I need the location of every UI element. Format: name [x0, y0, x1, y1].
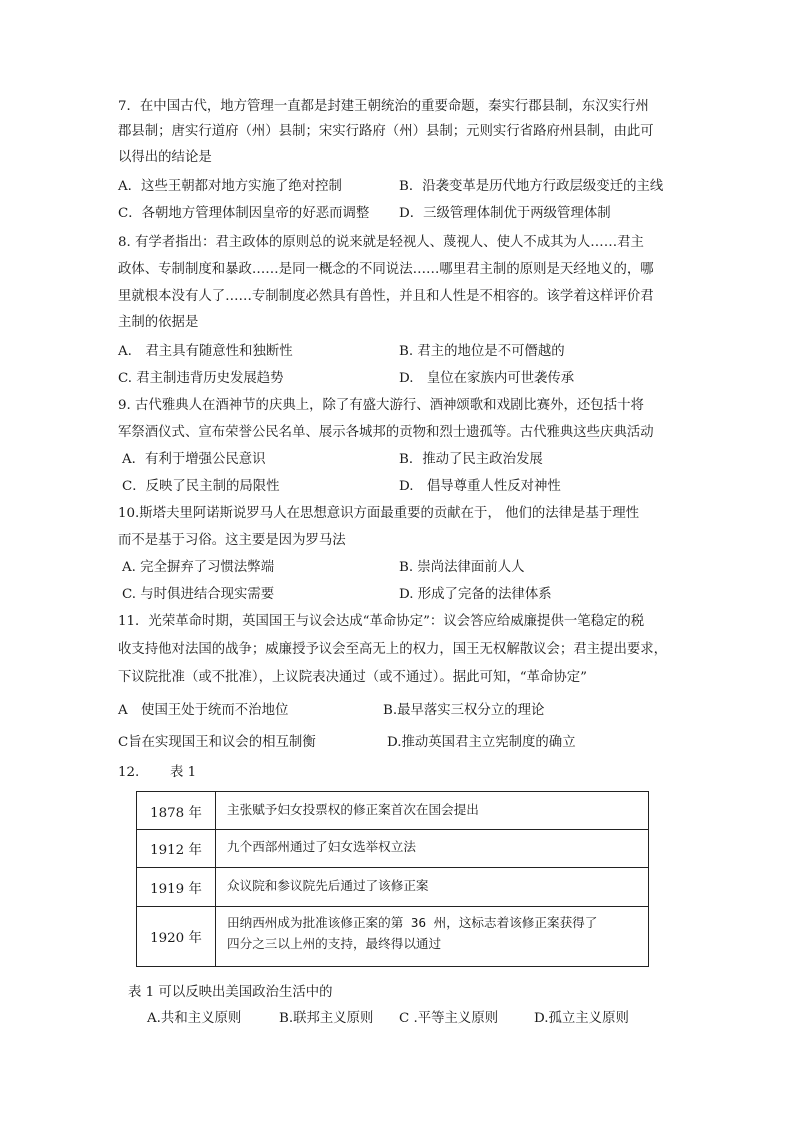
q11-option-d[interactable]: D.推动英国君主立宪制度的确立 — [387, 735, 576, 750]
q7-option-b[interactable]: B．沿袭变革是历代地方行政层级变迁的主线 — [399, 179, 664, 194]
suffrage-table — [136, 791, 649, 967]
q9-option-c[interactable]: C．反映了民主制的局限性 — [122, 479, 280, 494]
q9-option-d[interactable]: D. 倡导尊重人性反对神性 — [399, 479, 561, 494]
q9-line-1: 9. 古代雅典人在酒神节的庆典上，除了有盛大游行、酒神颂歌和戏剧比赛外，还包括十将 — [118, 398, 644, 413]
q8-option-b[interactable]: B. 君主的地位是不可僭越的 — [399, 344, 565, 359]
q7-option-c[interactable]: C．各朝地方管理体制因皇帝的好恶而调整 — [118, 206, 370, 221]
q12-table-caption: 表 1 — [170, 765, 197, 780]
q12-option-c[interactable]: C .平等主义原则 — [399, 1011, 499, 1026]
table-row — [137, 906, 648, 967]
q11-line-3: 下议院批准（或不批准），上议院表决通过（或不通过）。据此可知，“革命协定” — [118, 670, 587, 685]
q10-line-1: 10.斯塔夫里阿诺斯说罗马人在思想意识方面最重要的贡献在于， 他们的法律是基于理性 — [118, 506, 640, 521]
q7-option-a[interactable]: A．这些王朝都对地方实施了绝对控制 — [118, 179, 342, 194]
table-year: 1912 年 — [150, 843, 202, 858]
q7-line-1: 7．在中国古代，地方管理一直都是封建王朝统治的重要命题，秦实行郡县制，东汉实行州 — [118, 99, 649, 114]
table-year: 1920 年 — [150, 931, 202, 946]
q11-line-2: 收支持他对法国的战争；威廉授予议会至高无上的权力，国王无权解散议会；君主提出要求， — [118, 642, 668, 657]
q11-option-b[interactable]: B.最早落实三权分立的理论 — [383, 703, 545, 718]
q10-option-d[interactable]: D. 形成了完备的法律体系 — [399, 587, 552, 602]
q9-option-b[interactable]: B．推动了民主政治发展 — [399, 452, 543, 467]
q12-option-d[interactable]: D.孤立主义原则 — [534, 1011, 629, 1026]
q10-option-b[interactable]: B. 崇尚法律面前人人 — [399, 560, 525, 575]
q7-option-d[interactable]: D．三级管理体制优于两级管理体制 — [399, 206, 611, 221]
q10-option-c[interactable]: C. 与时俱进结合现实需要 — [122, 587, 275, 602]
q7-line-3: 以得出的结论是 — [118, 150, 212, 165]
q8-option-c[interactable]: C. 君主制违背历史发展趋势 — [118, 371, 284, 386]
q11-option-c[interactable]: C旨在实现国王和议会的相互制衡 — [118, 735, 316, 750]
table-event: 九个西部州通过了妇女选举权立法 — [227, 839, 416, 854]
q8-line-2: 政体、专制制度和暴政……是同一概念的不同说法……哪里君主制的原则是天经地义的，哪 — [118, 262, 654, 277]
q12-option-b[interactable]: B.联邦主义原则 — [279, 1011, 374, 1026]
q8-line-4: 主制的依据是 — [118, 315, 199, 330]
q12-option-a[interactable]: A.共和主义原则 — [147, 1011, 242, 1026]
q10-option-a[interactable]: A. 完全摒弃了习惯法弊端 — [122, 560, 275, 575]
table-event: 田纳西州成为批准该修正案的第 36 州，这标志着该修正案获得了 — [227, 915, 598, 930]
q7-line-2: 郡县制；唐实行道府（州）县制；宋实行路府（州）县制；元则实行省路府州县制，由此可 — [118, 124, 654, 139]
q11-line-1: 11．光荣革命时期，英国国王与议会达成“革命协定”：议会答应给威廉提供一笔稳定的税 — [118, 614, 645, 629]
q8-line-1: 8. 有学者指出：君主政体的原则总的说来就是轻视人、蔑视人、使人不成其为人……君主 — [118, 235, 644, 250]
q9-line-2: 军祭酒仪式、宣布荣誉公民名单、展示各城邦的贡物和烈士遗孤等。古代雅典这些庆典活动 — [118, 425, 654, 440]
table-year: 1919 年 — [150, 882, 202, 897]
table-event-continued: 四分之三以上州的支持，最终得以通过 — [227, 936, 442, 951]
q10-line-2: 而不是基于习俗。这主要是因为罗马法 — [118, 533, 346, 548]
q11-option-a[interactable]: A 使国王处于统而不治地位 — [118, 703, 289, 718]
table-event: 主张赋予妇女投票权的修正案首次在国会提出 — [227, 802, 479, 817]
q9-option-a[interactable]: A．有利于增强公民意识 — [122, 452, 266, 467]
table-row — [137, 829, 648, 867]
q8-line-3: 里就根本没有人了……专制制度必然具有兽性，并且和人性是不相容的。该学着这样评价君 — [118, 289, 654, 304]
q8-option-d[interactable]: D. 皇位在家族内可世袭传承 — [399, 371, 575, 386]
q12-number: 12. — [118, 765, 140, 780]
table-event: 众议院和参议院先后通过了该修正案 — [227, 878, 429, 893]
table-row — [137, 867, 648, 906]
q8-option-a[interactable]: A. 君主具有随意性和独断性 — [118, 344, 293, 359]
table-row — [137, 792, 648, 829]
table-year: 1878 年 — [150, 806, 202, 821]
q12-stem: 表 1 可以反映出美国政治生活中的 — [128, 985, 333, 1000]
